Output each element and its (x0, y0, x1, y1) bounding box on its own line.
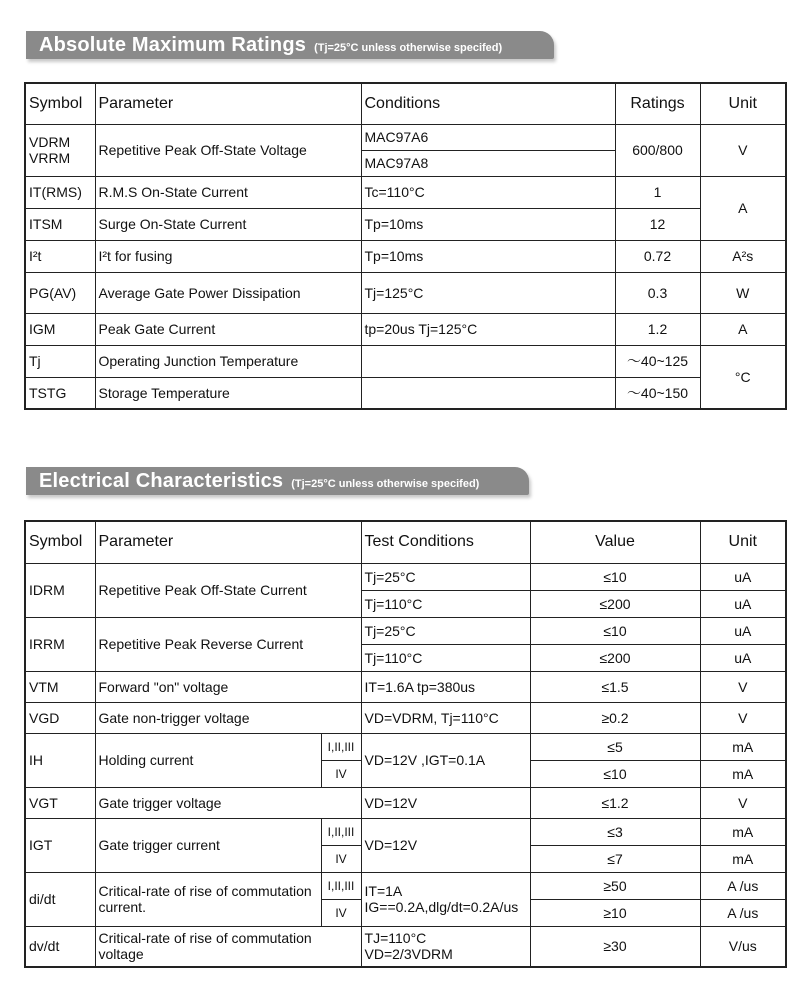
condition-cell (361, 377, 615, 409)
value-cell: ≤10 (530, 760, 700, 787)
unit-cell: V (700, 124, 786, 176)
symbol-cell: ITSM (25, 208, 95, 240)
symbol-cell: I²t (25, 240, 95, 272)
value-cell: ≥10 (530, 899, 700, 926)
table-row (25, 240, 786, 272)
table-row (25, 124, 786, 150)
symbol-cell: TSTG (25, 377, 95, 409)
header-parameter: Parameter (95, 83, 361, 124)
parameter-cell: Storage Temperature (95, 377, 361, 409)
parameter-cell: Operating Junction Temperature (95, 345, 361, 377)
value-cell: ≥50 (530, 872, 700, 899)
header-parameter: Parameter (95, 521, 361, 563)
condition-cell (361, 345, 615, 377)
table-row (25, 208, 786, 240)
quadrant-cell: IV (321, 760, 361, 787)
unit-cell: mA (700, 733, 786, 760)
value-cell: ≤3 (530, 818, 700, 845)
quadrant-cell: IV (321, 899, 361, 926)
symbol-cell: VGD (25, 702, 95, 733)
symbol-cell: dv/dt (25, 926, 95, 967)
header-symbol: Symbol (25, 83, 95, 124)
rating-cell: 600/800 (615, 124, 700, 176)
table-row (25, 176, 786, 208)
condition-cell: Tj=25°C (361, 617, 530, 644)
value-cell: ≤1.5 (530, 671, 700, 702)
value-cell: ≥30 (530, 926, 700, 967)
section-title: Electrical Characteristics (39, 470, 284, 492)
rating-cell: ～40~150 (615, 377, 700, 409)
table-row (25, 671, 786, 702)
value-cell: ≤7 (530, 845, 700, 872)
condition-cell: VD=12V (361, 787, 530, 818)
unit-cell: A²s (700, 240, 786, 272)
condition-cell: Tj=125°C (361, 272, 615, 313)
unit-cell: uA (700, 617, 786, 644)
header-conditions: Conditions (361, 83, 615, 124)
symbol-cell: Tj (25, 345, 95, 377)
condition-cell: tp=20us Tj=125°C (361, 313, 615, 345)
quadrant-cell: I,II,III (321, 818, 361, 845)
value-cell: ≤10 (530, 563, 700, 590)
table-row (25, 272, 786, 313)
table-row (25, 872, 786, 899)
unit-cell: V/us (700, 926, 786, 967)
symbol-cell: IDRM (25, 563, 95, 617)
quadrant-cell: IV (321, 845, 361, 872)
rating-cell: 0.72 (615, 240, 700, 272)
table-header-row (25, 83, 786, 124)
condition-cell: IT=1.6A tp=380us (361, 671, 530, 702)
parameter-cell: Gate trigger voltage (95, 787, 361, 818)
symbol-cell: IRRM (25, 617, 95, 671)
rating-cell: 1 (615, 176, 700, 208)
condition-cell: Tj=110°C (361, 590, 530, 617)
condition-cell: MAC97A6 (361, 124, 615, 150)
condition-cell: IT=1A IG==0.2A,dlg/dt=0.2A/us (361, 872, 530, 926)
section-subtitle: (Tj=25°C unless otherwise specifed) (291, 478, 480, 490)
table-row (25, 313, 786, 345)
parameter-cell: Peak Gate Current (95, 313, 361, 345)
table-row (25, 617, 786, 644)
value-cell: ≥0.2 (530, 702, 700, 733)
value-cell: ≤200 (530, 590, 700, 617)
value-cell: ≤1.2 (530, 787, 700, 818)
unit-cell: A (700, 313, 786, 345)
condition-cell: VD=12V (361, 818, 530, 872)
unit-cell: V (700, 787, 786, 818)
condition-cell: VD=VDRM, Tj=110°C (361, 702, 530, 733)
parameter-cell: Repetitive Peak Off-State Voltage (95, 124, 361, 176)
section-banner-electrical (26, 467, 529, 495)
symbol-cell: di/dt (25, 872, 95, 926)
parameter-cell: Forward "on" voltage (95, 671, 361, 702)
section-subtitle: (Tj=25°C unless otherwise specifed) (314, 42, 503, 54)
parameter-cell: Surge On-State Current (95, 208, 361, 240)
condition-cell: VD=12V ,IGT=0.1A (361, 733, 530, 787)
table-row (25, 702, 786, 733)
parameter-cell: R.M.S On-State Current (95, 176, 361, 208)
parameter-cell: Repetitive Peak Reverse Current (95, 617, 361, 671)
header-ratings: Ratings (615, 83, 700, 124)
parameter-cell: Gate trigger current (95, 818, 321, 872)
quadrant-cell: I,II,III (321, 872, 361, 899)
electrical-characteristics-table (24, 520, 787, 968)
condition-cell: Tj=110°C (361, 644, 530, 671)
condition-cell: Tc=110°C (361, 176, 615, 208)
table-row (25, 926, 786, 967)
value-cell: ≤10 (530, 617, 700, 644)
header-test-conditions: Test Conditions (361, 521, 530, 563)
unit-cell: V (700, 702, 786, 733)
parameter-cell: Gate non-trigger voltage (95, 702, 361, 733)
table-row (25, 345, 786, 377)
unit-cell: V (700, 671, 786, 702)
unit-cell: A (700, 176, 786, 240)
symbol-cell: VGT (25, 787, 95, 818)
table-header-row (25, 521, 786, 563)
parameter-cell: Critical-rate of rise of commutation voltage (95, 926, 361, 967)
parameter-cell: Repetitive Peak Off-State Current (95, 563, 361, 617)
rating-cell: 1.2 (615, 313, 700, 345)
symbol-cell: IGM (25, 313, 95, 345)
unit-cell: mA (700, 818, 786, 845)
condition-cell: Tp=10ms (361, 240, 615, 272)
symbol-cell: IGT (25, 818, 95, 872)
unit-cell: mA (700, 760, 786, 787)
condition-cell: Tp=10ms (361, 208, 615, 240)
parameter-cell: Critical-rate of rise of commutation current. (95, 872, 321, 926)
rating-cell: 12 (615, 208, 700, 240)
unit-cell: W (700, 272, 786, 313)
symbol-cell: PG(AV) (25, 272, 95, 313)
quadrant-cell: I,II,III (321, 733, 361, 760)
parameter-cell: I²t for fusing (95, 240, 361, 272)
table-row (25, 377, 786, 409)
unit-cell: mA (700, 845, 786, 872)
unit-cell: °C (700, 345, 786, 409)
table-row (25, 733, 786, 760)
absolute-max-ratings-table (24, 82, 787, 410)
parameter-cell: Average Gate Power Dissipation (95, 272, 361, 313)
section-title: Absolute Maximum Ratings (39, 34, 307, 56)
header-value: Value (530, 521, 700, 563)
rating-cell: ～40~125 (615, 345, 700, 377)
condition-cell: Tj=25°C (361, 563, 530, 590)
symbol-cell: VDRM VRRM (25, 124, 95, 176)
rating-cell: 0.3 (615, 272, 700, 313)
symbol-cell: IT(RMS) (25, 176, 95, 208)
unit-cell: A /us (700, 899, 786, 926)
condition-cell: TJ=110°C VD=2/3VDRM (361, 926, 530, 967)
parameter-cell: Holding current (95, 733, 321, 787)
unit-cell: uA (700, 563, 786, 590)
header-unit: Unit (700, 83, 786, 124)
value-cell: ≤5 (530, 733, 700, 760)
table-row (25, 563, 786, 590)
unit-cell: uA (700, 644, 786, 671)
unit-cell: A /us (700, 872, 786, 899)
header-symbol: Symbol (25, 521, 95, 563)
header-unit: Unit (700, 521, 786, 563)
condition-cell: MAC97A8 (361, 150, 615, 176)
symbol-cell: IH (25, 733, 95, 787)
unit-cell: uA (700, 590, 786, 617)
section-banner-absolute-max (26, 31, 554, 59)
table-row (25, 787, 786, 818)
value-cell: ≤200 (530, 644, 700, 671)
symbol-cell: VTM (25, 671, 95, 702)
table-row (25, 818, 786, 845)
